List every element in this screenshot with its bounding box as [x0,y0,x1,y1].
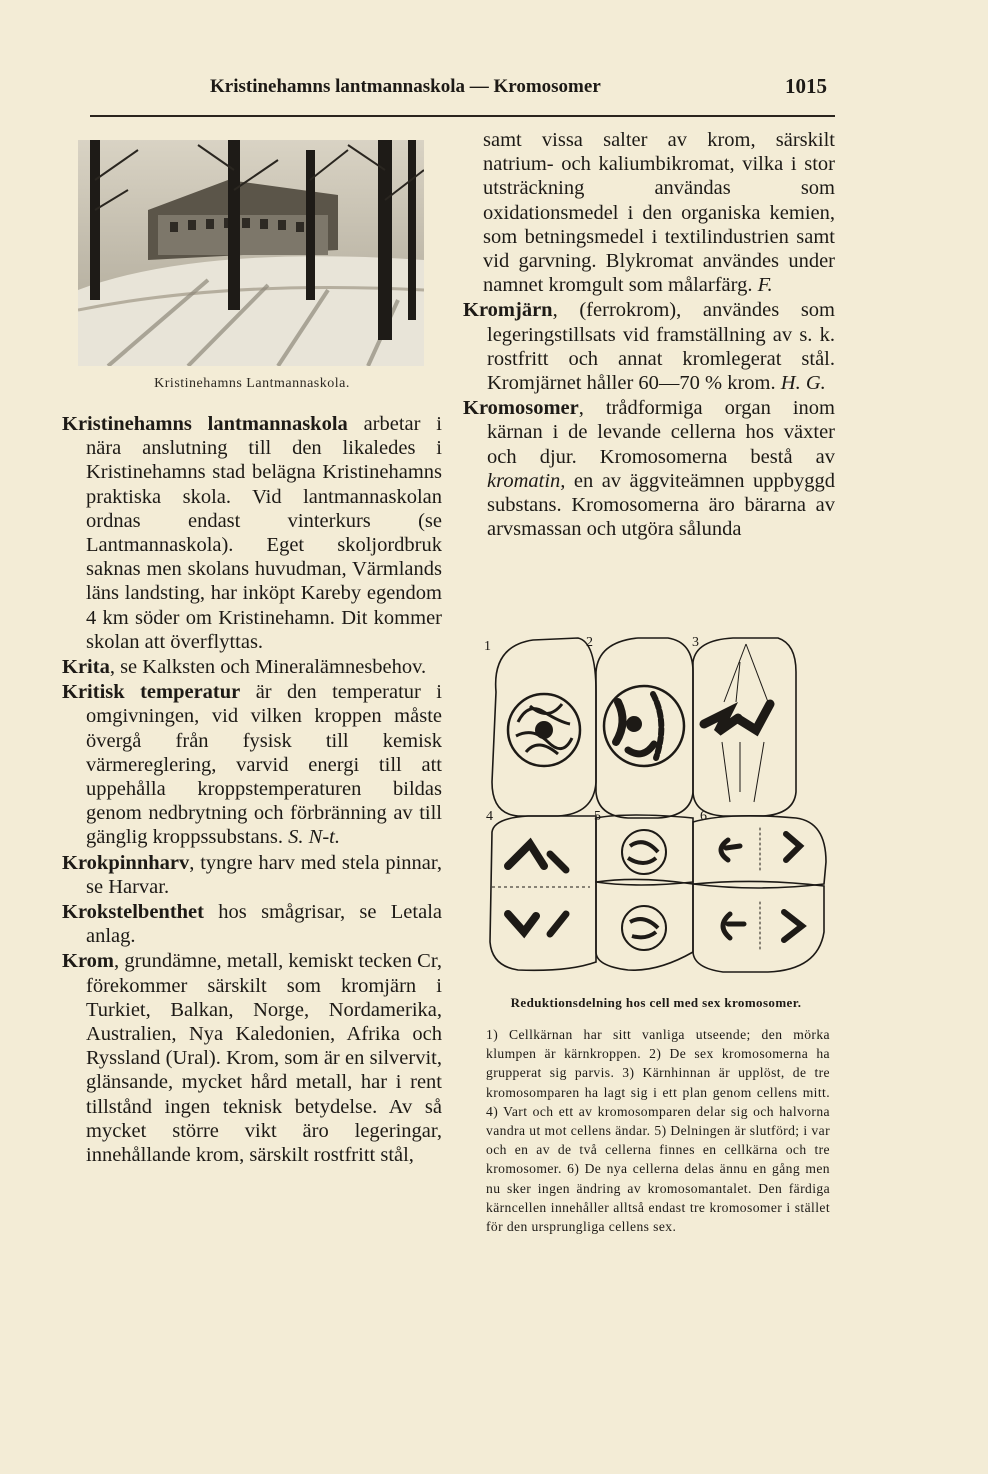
author-signature: H. G. [780,372,826,395]
entry-head: Kromosomer [463,397,579,420]
figure-label: 1 [484,639,491,654]
photo-caption: Kristinehamns Lantmannaskola. [154,376,350,391]
entry-krom-continued [483,128,835,297]
cell-2-nucleus [604,686,684,766]
header-rule [90,115,835,117]
figure-label: 3 [692,635,699,650]
cell-division-illustration [478,632,832,977]
running-header: Kristinehamns lantmannaskola — Kromosomer [210,76,601,97]
figure-label: 5 [594,809,601,824]
entry-body: samt vissa salter av krom, särskilt natrium- och kaliumbikromat, vilka i stor utsträckning användas som oxidationsmedel i den organiska kemien, som betningsmedel i textilindustrien samt vid garvning. Blykromat användes under namnet kromgult som målarfärg. [483,129,835,297]
school-photo [78,140,424,366]
italic-term: kromatin, [487,469,566,492]
cell-1-nucleus [508,694,580,766]
page-number: 1015 [785,74,827,98]
entry-body: , (ferrokrom), användes som legeringstillsats vid framställning av s. k. rostfritt och annat kromlegerat stål. Kromjärnet håller 60—70 % krom. [487,299,835,395]
entry-head: Kromjärn [463,299,553,322]
entry-body: en av äggviteämnen uppbyggd substans. Kromosomerna äro bärarna av arvsmassan och utgöra sålunda [487,469,835,541]
entry-kritisk-temperatur [62,680,442,849]
figure-title: Reduktionsdelning hos cell med sex kromosomer. [510,995,802,1010]
entry-body: , se Kalksten och Mineralämnesbehov. [109,656,427,679]
meiosis-figure [478,632,834,1236]
cell-4-anaphase [508,844,566,934]
entry-kromosomer [463,396,835,541]
cell-3-spindle [704,644,770,802]
entry-krokstelbenthet [62,900,442,948]
entry-body: arbetar i nära anslutning till den likaledes i Kristinehamns stad belägna Kristinehamns praktiska skola. Vid lantmannaskolan ordnas endast vinterkurs (se Lantmannaskola). Eget skoljordbruk saknas men skolans huvudman, Värmlands läns landsting, har inköpt Kareby egendom 4 km söder om Kristinehamn. Dit kommer skolan att överflyttas. [86,413,442,653]
author-signature: F. [757,274,773,297]
entry-body: hos smågrisar, se Letala anlag. [86,901,442,948]
left-column [62,128,442,1167]
entry-krokpinnharv [62,851,442,899]
figure-description: 1) Cellkärnan har sitt vanliga utseende; den mörka klumpen är kärnkroppen. 2) De sex kromosomerna ha grupperat sig parvis. 3) Kärnhinnan är upplöst, de tre kromosomparen ha lagt sig i ett plan genom cellens mitt. 4) Vart och ett av kromosomparen delar sig och halvorna vandra ut mot cellens ändar. 5) Delningen är slutförd; i var och en av de två cellerna finnes en cellkärna och tre kromosomer. 6) De nya cellerna delas ännu en gång men nu sker ingen ändring av kromosomantalet. Den färdiga kärncellen innehåller alltså endast tre kromosomer i stället för den ursprungliga cellens sex. [486,1027,830,1235]
entry-body: , tyngre harv med stela pinnar, se Harvar. [86,851,442,898]
entry-kristinehamns-lantmannaskola [62,412,442,654]
entry-head: Kristinehamns lantmannaskola [62,413,348,435]
cell-6-second-division [721,828,802,952]
figure-label: 4 [486,809,493,824]
entry-head: Krita [62,656,110,679]
entry-body: , trådformiga organ inom kärnan i de levande cellerna hos växter och djur. Kromosomerna bestå av [487,397,835,468]
entry-head: Krokstelbenthet [62,901,204,924]
cell-5-nuclei [622,830,666,950]
entry-head: Krokpinnharv [62,851,190,874]
entry-body: , grundämne, metall, kemiskt tecken Cr, förekommer särskilt som kromjärn i Turkiet, Balkan, Norge, Nordamerika, Australien, Nya Kaledonien, Afrika och Ryssland (Ural). Krom, som är en silvervit, glänsande, mycket hård metall, har i rent tillstånd ingen teknisk betydelse. Av så mycket större vikt äro legeringar, innehållande krom, särskilt rostfritt stål, [86,950,442,1167]
entry-kromjarn [463,298,835,395]
right-column [463,128,835,541]
entry-body: är den temperatur i omgivningen, vid vilken kroppen måste övergå från fysisk till kemisk värmereglering, varvid energi till att uppehålla kroppstemperaturen bildas genom nedbrytning och förbränning av till gänglig kroppssubstans. [86,681,442,849]
entry-head: Krom [62,950,115,973]
figure-label: 6 [700,809,707,824]
author-signature: S. N-t. [288,826,340,849]
entry-krita [62,655,442,679]
entry-krom [62,949,442,1167]
figure-label: 2 [586,635,593,650]
entry-head: Kritisk temperatur [62,681,241,704]
